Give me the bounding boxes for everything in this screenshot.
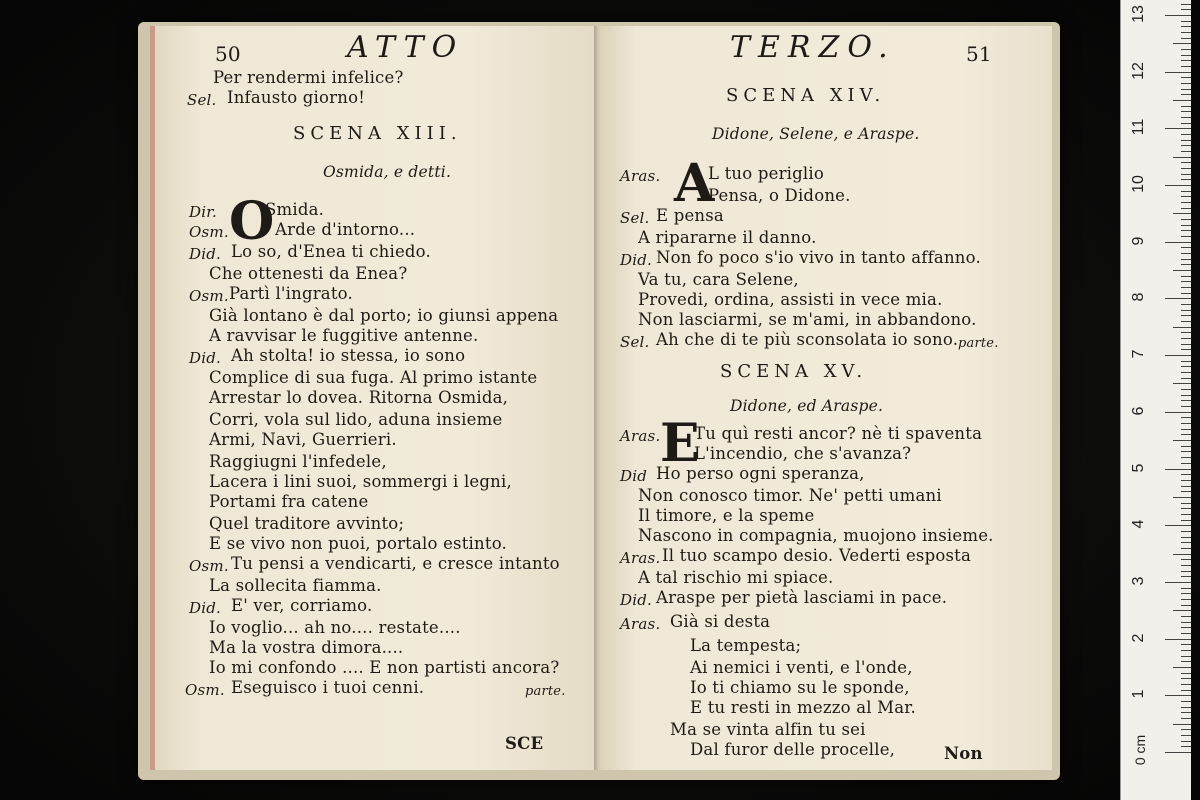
drop-cap-e: E: [660, 413, 700, 474]
ruler-tick: [1181, 344, 1191, 345]
ruler-tick: [1181, 395, 1191, 396]
ruler-tick: [1181, 588, 1191, 589]
verse-line: Smida.: [265, 200, 325, 219]
ruler-tick: [1181, 196, 1191, 197]
ruler-tick: [1181, 225, 1191, 226]
speaker: Did: [620, 467, 648, 485]
ruler-tick: [1181, 491, 1191, 492]
verse-line: Tu quì resti ancor? nè ti spaventa: [694, 424, 983, 443]
ruler-tick: [1181, 123, 1191, 124]
ruler-tick: [1173, 724, 1191, 725]
left-folio: 50: [215, 42, 241, 66]
ruler-tick: [1181, 378, 1191, 379]
ruler-tick: [1165, 128, 1191, 129]
ruler-tick: [1181, 111, 1191, 112]
verse-line: Ai nemici i venti, e l'onde,: [690, 658, 913, 677]
ruler-tick: [1181, 503, 1191, 504]
verse-line: Il tuo scampo desio. Vederti esposta: [662, 546, 972, 565]
verse-line: Che ottenesti da Enea?: [209, 264, 408, 283]
ruler-tick: [1181, 202, 1191, 203]
verse-line: La tempesta;: [690, 636, 802, 655]
ruler-tick: [1181, 21, 1191, 22]
ruler-tick: [1181, 162, 1191, 163]
scene-xiv-exit-note: parte.: [958, 336, 999, 351]
verse-line: La sollecita fiamma.: [209, 576, 382, 595]
ruler-tick: [1181, 707, 1191, 708]
ruler-unit-label: 0 cm: [1132, 734, 1149, 766]
ruler-tick: [1181, 315, 1191, 316]
ruler-number: 3: [1130, 576, 1147, 586]
ruler-tick: [1181, 230, 1191, 231]
speaker: Dir.: [189, 203, 217, 221]
verse-line: E tu resti in mezzo al Mar.: [690, 698, 916, 717]
ruler-tick: [1181, 599, 1191, 600]
ruler-tick: [1173, 383, 1191, 384]
ruler-tick: [1173, 440, 1191, 441]
speaker: Did.: [620, 251, 652, 269]
ruler-number: 4: [1130, 519, 1147, 529]
ruler-tick: [1181, 406, 1191, 407]
verse-line: Quel traditore avvinto;: [209, 514, 405, 533]
verse-line: Corri, vola sul lido, aduna insieme: [209, 410, 503, 429]
ruler-tick: [1173, 610, 1191, 611]
ruler-tick: [1181, 349, 1191, 350]
ruler-tick: [1181, 219, 1191, 220]
ruler-tick: [1181, 605, 1191, 606]
ruler-tick: [1165, 412, 1191, 413]
scene-xiii-heading: SCENA XIII.: [293, 123, 462, 144]
ruler-tick: [1181, 361, 1191, 362]
ruler-tick: [1181, 644, 1191, 645]
ruler-tick: [1181, 451, 1191, 452]
ruler-tick: [1181, 741, 1191, 742]
ruler-tick: [1181, 622, 1191, 623]
speaker: Osm.: [189, 557, 229, 575]
ruler-tick: [1181, 236, 1191, 237]
ruler-tick: [1181, 332, 1191, 333]
left-line-1: Infausto giorno!: [227, 88, 366, 107]
ruler-number: 12: [1130, 61, 1147, 80]
verse-line: Complice di sua fuga. Al primo istante: [209, 368, 538, 387]
ruler-tick: [1181, 729, 1191, 730]
ruler-tick: [1181, 168, 1191, 169]
scene-xv-cast: Didone, ed Araspe.: [730, 397, 884, 415]
ruler-number: 2: [1130, 633, 1147, 643]
verse-line: Già si desta: [670, 612, 771, 631]
ruler-tick: [1173, 327, 1191, 328]
ruler-tick: [1181, 650, 1191, 651]
ruler-tick: [1181, 259, 1191, 260]
speaker: Aras.: [620, 427, 661, 445]
ruler-number: 8: [1130, 292, 1147, 302]
verse-line: Non lasciarmi, se m'ami, in abbandono.: [638, 310, 977, 329]
verse-line: Il timore, e la speme: [638, 506, 815, 525]
left-catchword: SCE: [505, 734, 544, 753]
ruler-tick: [1181, 542, 1191, 543]
verse-line: Va tu, cara Selene,: [638, 270, 799, 289]
ruler-tick: [1181, 338, 1191, 339]
measurement-ruler: [1120, 0, 1191, 800]
speaker: Did.: [189, 349, 221, 367]
ruler-tick: [1181, 191, 1191, 192]
ruler-tick: [1181, 520, 1191, 521]
ruler-tick: [1181, 264, 1191, 265]
ruler-tick: [1181, 310, 1191, 311]
ruler-tick: [1181, 417, 1191, 418]
ruler-tick: [1181, 429, 1191, 430]
ruler-tick: [1173, 157, 1191, 158]
speaker: Osm.: [185, 681, 225, 699]
ruler-tick: [1181, 145, 1191, 146]
ruler-tick: [1181, 678, 1191, 679]
left-line-0: Per rendermi infelice?: [213, 68, 404, 87]
ruler-tick: [1181, 593, 1191, 594]
verse-line: Provedi, ordina, assisti in vece mia.: [638, 290, 943, 309]
ruler-tick: [1173, 270, 1191, 271]
ruler-tick: [1181, 66, 1191, 67]
ruler-tick: [1181, 174, 1191, 175]
ruler-tick: [1181, 746, 1191, 747]
ruler-tick: [1181, 735, 1191, 736]
left-exit-note: parte.: [525, 684, 566, 699]
ruler-tick: [1181, 661, 1191, 662]
verse-line: Già lontano è dal porto; io giunsi appena: [209, 306, 559, 325]
verse-line: L tuo periglio: [708, 164, 824, 183]
ruler-tick: [1181, 531, 1191, 532]
speaker: Osm.: [189, 287, 229, 305]
ruler-tick: [1165, 185, 1191, 186]
ruler-tick: [1181, 627, 1191, 628]
verse-line: E se vivo non puoi, portalo estinto.: [209, 534, 507, 553]
ruler-number: 1: [1130, 689, 1147, 699]
ruler-tick: [1181, 26, 1191, 27]
ruler-tick: [1181, 321, 1191, 322]
ruler-tick: [1181, 247, 1191, 248]
ruler-tick: [1181, 55, 1191, 56]
ruler-tick: [1181, 576, 1191, 577]
left-page: [150, 26, 603, 770]
speaker: Did.: [189, 599, 221, 617]
ruler-tick: [1173, 43, 1191, 44]
ruler-tick: [1181, 208, 1191, 209]
left-speaker-1: Sel.: [187, 91, 217, 109]
verse-line: Non fo poco s'io vivo in tanto affanno.: [656, 248, 981, 267]
ruler-tick: [1181, 134, 1191, 135]
scene-xiii-cast: Osmida, e detti.: [323, 163, 452, 181]
verse-line: Io voglio... ah no.... restate....: [209, 618, 461, 637]
verse-line: Dal furor delle procelle,: [690, 740, 896, 759]
ruler-tick: [1165, 695, 1191, 696]
right-folio: 51: [966, 42, 992, 66]
drop-cap-a: A: [674, 153, 715, 214]
ruler-tick: [1181, 83, 1191, 84]
ruler-tick: [1181, 565, 1191, 566]
verse-line: L'incendio, che s'avanza?: [694, 444, 912, 463]
verse-line: Araspe per pietà lasciami in pace.: [656, 588, 948, 607]
speaker: Sel.: [620, 209, 650, 227]
verse-line: Nascono in compagnia, muojono insieme.: [638, 526, 994, 545]
ruler-number: 10: [1130, 175, 1147, 193]
verse-line: Ho perso ogni speranza,: [656, 464, 865, 483]
verse-line: Ma la vostra dimora....: [209, 638, 404, 657]
speaker: Sel.: [620, 333, 650, 351]
ruler-tick: [1181, 140, 1191, 141]
ruler-tick: [1181, 463, 1191, 464]
ruler-tick: [1181, 486, 1191, 487]
ruler-tick: [1181, 117, 1191, 118]
ruler-tick: [1181, 60, 1191, 61]
ruler-tick: [1181, 480, 1191, 481]
ruler-tick: [1181, 4, 1191, 5]
ruler-number: 6: [1130, 406, 1147, 416]
verse-line: Ah che di te più sconsolata io sono.: [656, 330, 959, 349]
verse-line: Io ti chiamo su le sponde,: [690, 678, 910, 697]
speaker: Did.: [620, 591, 652, 609]
ruler-tick: [1181, 559, 1191, 560]
ruler-tick: [1181, 474, 1191, 475]
ruler-tick: [1181, 38, 1191, 39]
ruler-tick: [1181, 423, 1191, 424]
ruler-tick: [1181, 684, 1191, 685]
ruler-tick: [1173, 100, 1191, 101]
verse-line: Lacera i lini suoi, sommergi i legni,: [209, 472, 512, 491]
ruler-tick: [1181, 616, 1191, 617]
ruler-tick: [1181, 434, 1191, 435]
verse-line: Portami fra catene: [209, 492, 369, 511]
verse-line: Partì l'ingrato.: [229, 284, 353, 303]
ruler-tick: [1165, 582, 1191, 583]
ruler-tick: [1181, 712, 1191, 713]
verse-line: Arrestar lo dovea. Ritorna Osmida,: [209, 388, 509, 407]
verse-line: Raggiugni l'infedele,: [209, 452, 387, 471]
ruler-tick: [1181, 673, 1191, 674]
ruler-tick: [1165, 72, 1191, 73]
ruler-tick: [1173, 554, 1191, 555]
ruler-tick: [1165, 355, 1191, 356]
ruler-tick: [1173, 497, 1191, 498]
speaker: Aras.: [620, 615, 661, 633]
ruler-tick: [1165, 242, 1191, 243]
speaker: Aras.: [620, 167, 661, 185]
verse-line: E' ver, corriamo.: [231, 596, 373, 615]
ruler-tick: [1181, 77, 1191, 78]
scene-xv-heading: SCENA XV.: [720, 361, 868, 382]
verse-line: Pensa, o Didone.: [708, 186, 851, 205]
ruler-tick: [1181, 281, 1191, 282]
speaker: Did.: [189, 245, 221, 263]
ruler-tick: [1181, 94, 1191, 95]
verse-line: A ripararne il danno.: [638, 228, 817, 247]
ruler-tick: [1181, 253, 1191, 254]
ruler-tick: [1181, 151, 1191, 152]
ruler-tick: [1181, 9, 1191, 10]
ruler-tick: [1165, 298, 1191, 299]
ruler-tick: [1165, 15, 1191, 16]
ruler-tick: [1181, 287, 1191, 288]
ruler-tick: [1181, 446, 1191, 447]
ruler-tick: [1181, 690, 1191, 691]
verse-line: Arde d'intorno...: [275, 220, 416, 239]
ruler-tick: [1181, 400, 1191, 401]
ruler-tick: [1181, 276, 1191, 277]
right-running-head: TERZO.: [730, 30, 896, 65]
speaker: Osm.: [189, 223, 229, 241]
ruler-tick: [1181, 49, 1191, 50]
ruler-tick: [1165, 752, 1191, 753]
scene-xiv-cast: Didone, Selene, e Araspe.: [712, 125, 920, 143]
ruler-tick: [1181, 389, 1191, 390]
ruler-tick: [1181, 366, 1191, 367]
verse-line: Lo so, d'Enea ti chiedo.: [231, 242, 431, 261]
right-page: [600, 26, 1052, 770]
ruler-tick: [1181, 32, 1191, 33]
verse-line: A tal rischio mi spiace.: [638, 568, 834, 587]
ruler-tick: [1181, 508, 1191, 509]
verse-line: Tu pensi a vendicarti, e cresce intanto: [231, 554, 560, 573]
ruler-number: 5: [1130, 463, 1147, 472]
left-running-head: ATTO: [347, 30, 465, 65]
ruler-tick: [1181, 106, 1191, 107]
drop-cap-o: O: [229, 191, 275, 252]
ruler-tick: [1181, 457, 1191, 458]
ruler-tick: [1165, 525, 1191, 526]
ruler-tick: [1181, 571, 1191, 572]
ruler-tick: [1181, 304, 1191, 305]
verse-line: Non conosco timor. Ne' petti umani: [638, 486, 942, 505]
verse-line: Eseguisco i tuoi cenni.: [231, 678, 425, 697]
ruler-tick: [1181, 372, 1191, 373]
ruler-tick: [1181, 656, 1191, 657]
ruler-tick: [1181, 537, 1191, 538]
ruler-tick: [1181, 548, 1191, 549]
ruler-tick: [1173, 213, 1191, 214]
ruler-tick: [1181, 718, 1191, 719]
verse-line: Ah stolta! io stessa, io sono: [231, 346, 466, 365]
ruler-number: 7: [1130, 349, 1147, 359]
ruler-tick: [1181, 89, 1191, 90]
ruler-tick: [1173, 667, 1191, 668]
speaker: Aras.: [620, 549, 661, 567]
verse-line: Io mi confondo .... E non partisti ancora?: [209, 658, 560, 677]
ruler-tick: [1165, 469, 1191, 470]
right-catchword: Non: [944, 744, 983, 763]
ruler-tick: [1181, 633, 1191, 634]
ruler-number: 9: [1130, 236, 1147, 246]
ruler-tick: [1181, 293, 1191, 294]
ruler-tick: [1181, 514, 1191, 515]
verse-line: Armi, Navi, Guerrieri.: [209, 430, 397, 449]
ruler-number: 11: [1130, 119, 1147, 136]
ruler-tick: [1181, 701, 1191, 702]
ruler-tick: [1165, 639, 1191, 640]
ruler-tick: [1181, 179, 1191, 180]
verse-line: E pensa: [656, 206, 724, 225]
ruler-number: 13: [1130, 5, 1147, 23]
verse-line: A ravvisar le fuggitive antenne.: [209, 326, 479, 345]
scene-xiv-heading: SCENA XIV.: [726, 85, 886, 106]
verse-line: Ma se vinta alfin tu sei: [670, 720, 866, 739]
